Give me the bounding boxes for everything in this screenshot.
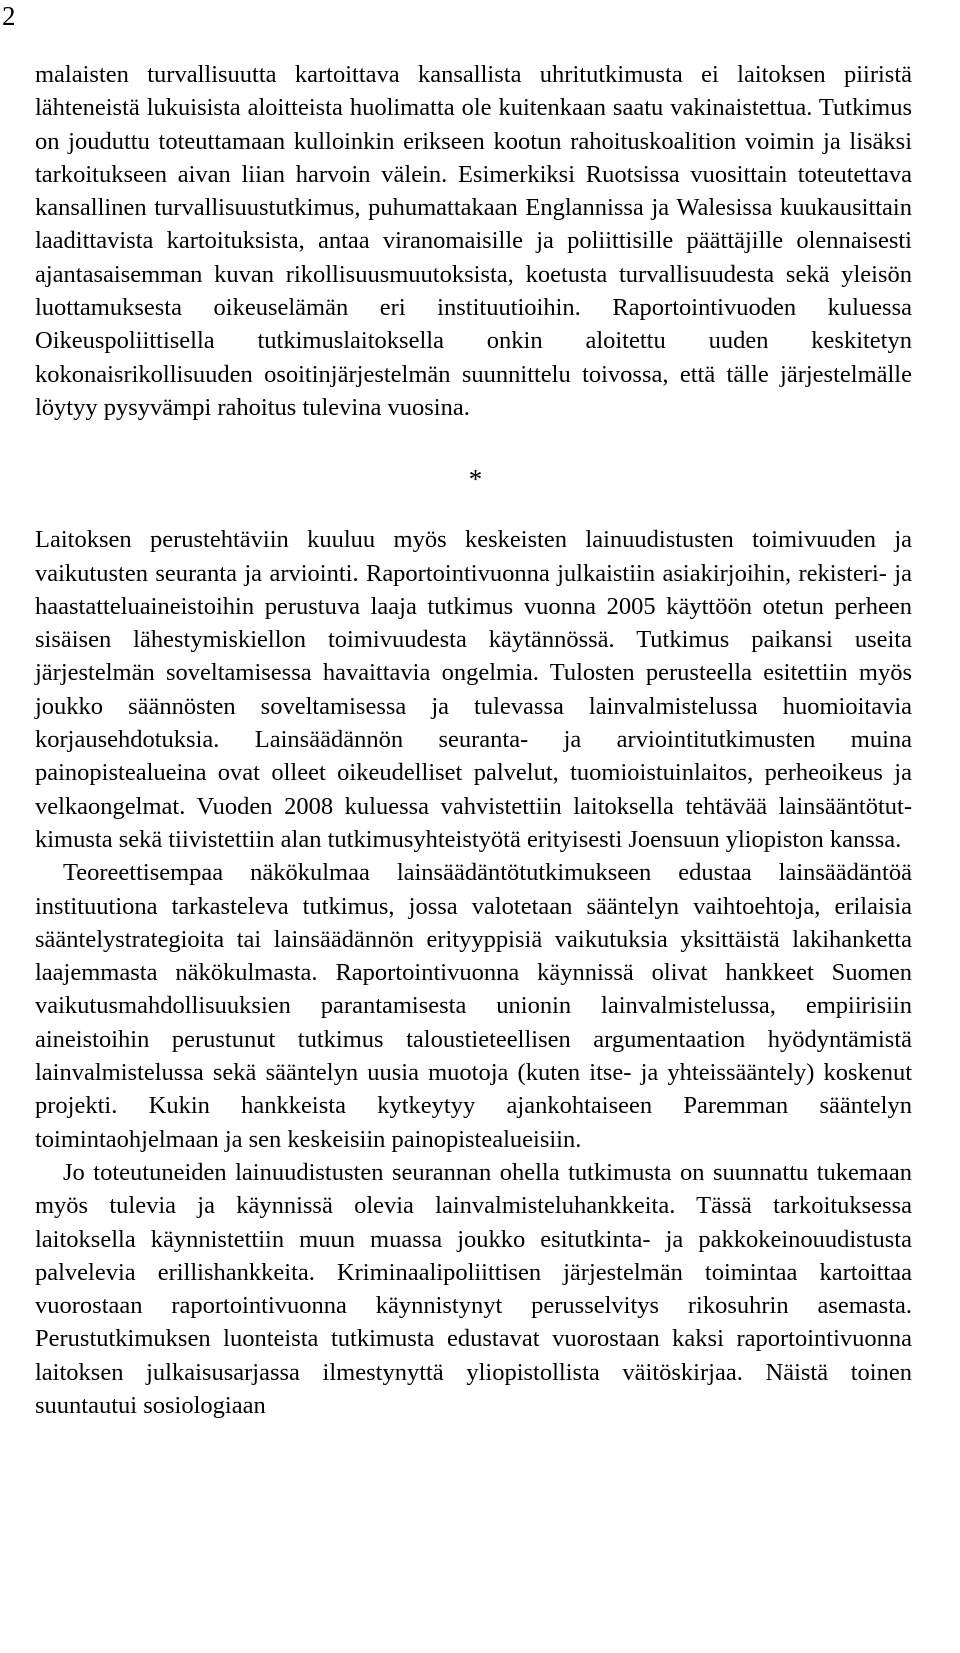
section-separator: * (468, 464, 483, 495)
paragraph-victim-survey: malaisten turvallisuutta kartoittava kansallista uhritutkimusta ei laitoksen piiristä lähteneistä lukuisista aloitteista huolimatta ole kuitenkaan saatu vakinaistettua. Tutkimus on jouduttu toteuttamaan kulloinkin erikseen kootun rahoituskoalition voimin ja lisäksi tarkoitukseen aivan liian harvoin välein. Esimerkiksi Ruotsissa vuosittain toteutettava kansallinen turvallisuustutkimus, puhumattakaan Englannissa ja Walesissa kuukausittain laadittavista kartoituksista, antaa viranomaisille ja poliittisille päättäjille olennaisesti ajantasaisemman kuvan rikollisuusmuutoksista, koetusta turvallisuudesta sekä yleisön luottamuksesta oikeuselämän eri instituutioihin. Raportointivuoden kuluessa Oikeuspoliittisella tutkimuslaitoksella onkin aloitettu uuden keskitetyn kokonaisrikollisuuden osoitinjärjestelmän suunnittelu toivossa, että tälle järjestelmälle löytyy pysyvämpi rahoitus tulevina vuosina. (35, 61, 912, 421)
page-number: 2 (2, 1, 16, 31)
text-column (35, 58, 912, 1422)
paragraph-theoretical-perspective: Teoreettisempaa näkökulmaa lainsäädäntötutkimukseen edustaa lainsäädäntöä instituutiona tarkasteleva tutkimus, jossa valotetaan sääntelyn vaihtoehtoja, erilaisia sääntelystrategioita tai lainsäädännön erityyppisiä vaikutuksia yksittäistä lakihanketta laajemmasta näkökulmasta. Raportointivuonna käynnissä olivat hankkeet Suomen vaikutusmahdollisuuksien parantamisesta unionin lainvalmistelussa, empiirisiin aineistoihin perustunut tutkimus taloustieteellisen argumentaation hyödyntämistä lainvalmistelussa sekä sääntelyn uusia muotoja (kuten itse- ja yhteissääntely) koskenut projekti. Kukin hankkeista kytkeytyy ajankohtaiseen Paremman sääntelyn toimintaohjelmaan ja sen keskeisiin painopistealueisiin. (35, 859, 912, 1153)
paragraph-ongoing-projects: Jo toteutuneiden lainuudistusten seurannan ohella tutkimusta on suunnattu tukemaan myös tulevia ja käynnissä olevia lainvalmisteluhankkeita. Tässä tarkoituksessa laitoksella käynnistettiin muun muassa joukko esitutkinta- ja pakkokeinouudistusta palvelevia erillishankkeita. Kriminaalipoliittisen järjestelmän toimintaa kartoittaa vuorostaan raportointivuonna käynnistynyt perusselvitys rikosuhrin asemasta. Perustutkimuksen luonteista tutkimusta edustavat vuorostaan kaksi raportointivuonna laitoksen julkaisusarjassa ilmestynyttä yliopistollista väitöskirjaa. Näistä toinen suuntautui sosiologiaan (35, 1158, 912, 1419)
paragraph-legislation-monitoring: Laitoksen perustehtäviin kuuluu myös keskeisten lainuudistusten toimivuuden ja vaikutusten seuranta ja arviointi. Raportointivuonna julkaistiin asiakirjoihin, rekisteri- ja haastatteluaineistoihin perustuva laaja tutkimus vuonna 2005 käyttöön otetun perheen sisäisen lähestymiskiellon toimivuudesta käytännössä. Tutkimus paikansi useita järjestelmän soveltamisessa havaittavia ongelmia. Tulosten perusteella esitettiin myös joukko säännösten soveltamisessa ja tulevassa lainvalmistelussa huomioitavia korjausehdotuksia. Lainsäädännön seuranta- ja arviointitutkimusten muina painopistealueina ovat olleet oikeudelliset palvelut, tuomioistuinlaitos, perheoikeus ja velkaongelmat. Vuoden 2008 kuluessa vahvistettiin laitoksella tehtävää lainsääntötutkimusta sekä tiivistettiin alan tutkimusyhteistyötä erityisesti Joensuun yliopiston kanssa. (35, 526, 912, 853)
